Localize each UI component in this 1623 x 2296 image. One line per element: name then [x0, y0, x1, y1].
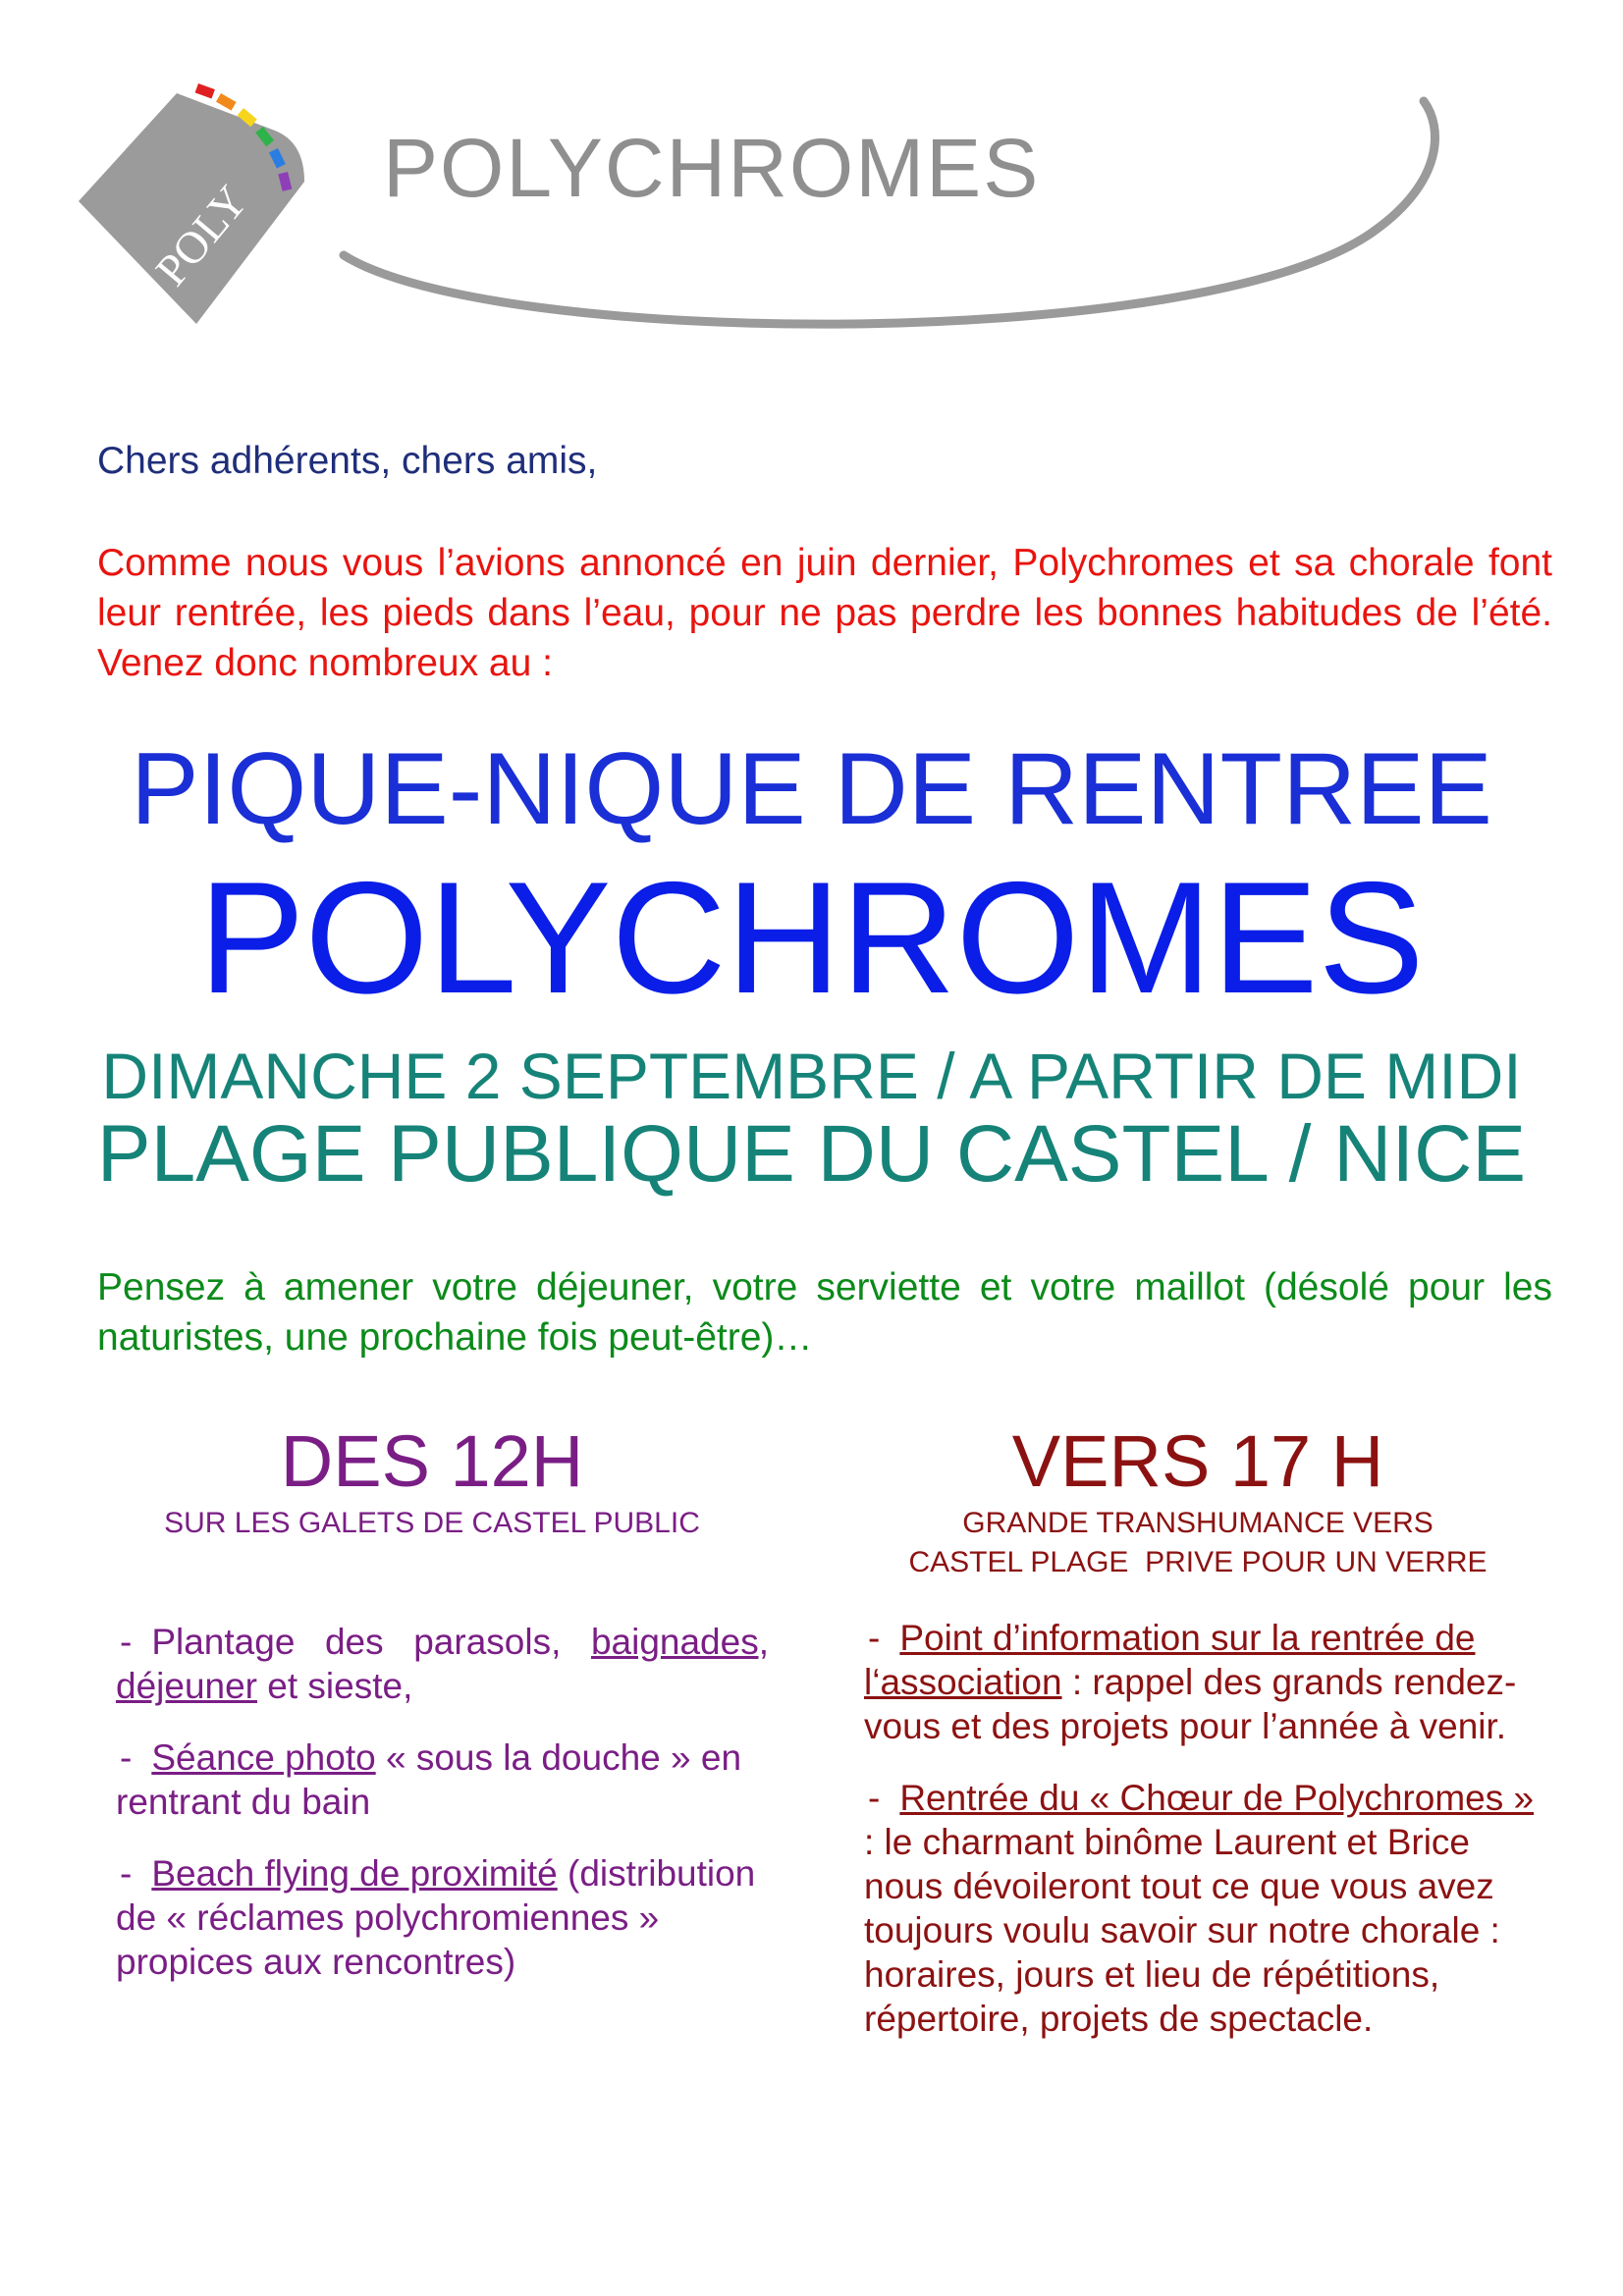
link-rentree-choeur[interactable]: Rentrée du « Chœur de Polychromes » — [899, 1778, 1535, 1818]
left-column-heading: DES 12H — [280, 1420, 584, 1502]
link-baignades[interactable]: baignades, — [590, 1622, 769, 1662]
event-place: PLAGE PUBLIQUE DU CASTEL / NICE — [96, 1109, 1527, 1199]
reminder-paragraph: Pensez à amener votre déjeuner, votre serviette et votre maillot (désolé pour les naturistes, une prochaine fois peut-être)… — [97, 1266, 1552, 1359]
list-item: - Beach flying de proximité (distribution de « réclames polychromiennes » propices aux rencontres) — [116, 1853, 756, 1982]
list-item: - Point d’information sur la rentrée de l‘association : rappel des grands rendez-vous et des projets pour l’année à venir. — [864, 1618, 1517, 1746]
event-date: DIMANCHE 2 SEPTEMBRE / A PARTIR DE MIDI — [101, 1040, 1522, 1112]
list-item: - Séance photo « sous la douche » en rentrant du bain — [116, 1737, 742, 1822]
event-title-line2: POLYCHROMES — [198, 849, 1425, 1027]
list-item: - Plantage des parasols, baignades, déjeuner et sieste, — [116, 1622, 769, 1706]
right-activity-list — [864, 1616, 1542, 2068]
intro-paragraph: Comme nous vous l’avions annoncé en juin dernier, Polychromes et sa chorale font leur rentrée, les pieds dans l’eau, pour ne pas perdre les bonnes habitudes de l’été. Venez donc nombreux au : — [97, 542, 1552, 684]
link-dejeuner[interactable]: déjeuner — [116, 1666, 258, 1706]
left-column-subheading: SUR LES GALETS DE CASTEL PUBLIC — [164, 1507, 700, 1539]
left-activity-list — [116, 1620, 769, 2011]
greeting: Chers adhérents, chers amis, — [97, 440, 598, 482]
logo-badge-text: POLY — [145, 176, 257, 295]
link-beach-flying[interactable]: Beach flying de proximité — [151, 1853, 558, 1894]
list-item: - Rentrée du « Chœur de Polychromes » : le charmant binôme Laurent et Brice nous dévoileront tout ce que vous avez toujours voulu savoir sur notre chorale : horaires, jours et lieu de répétitions, répertoire, projets de spectacle. — [864, 1778, 1535, 2039]
right-column-subheading: GRANDE TRANSHUMANCE VERS CASTEL PLAGE PRIVE POUR UN VERRE — [908, 1507, 1488, 1578]
event-title-line1: PIQUE-NIQUE DE RENTREE — [131, 732, 1492, 846]
logo-wordmark: POLYCHROMES — [383, 122, 1041, 214]
polychromes-logo — [79, 83, 1473, 348]
link-seance-photo[interactable]: Séance photo — [151, 1737, 376, 1778]
link-point-information[interactable]: Point d’information sur la rentrée de l‘association — [864, 1618, 1476, 1702]
right-column-heading: VERS 17 H — [1011, 1420, 1384, 1502]
